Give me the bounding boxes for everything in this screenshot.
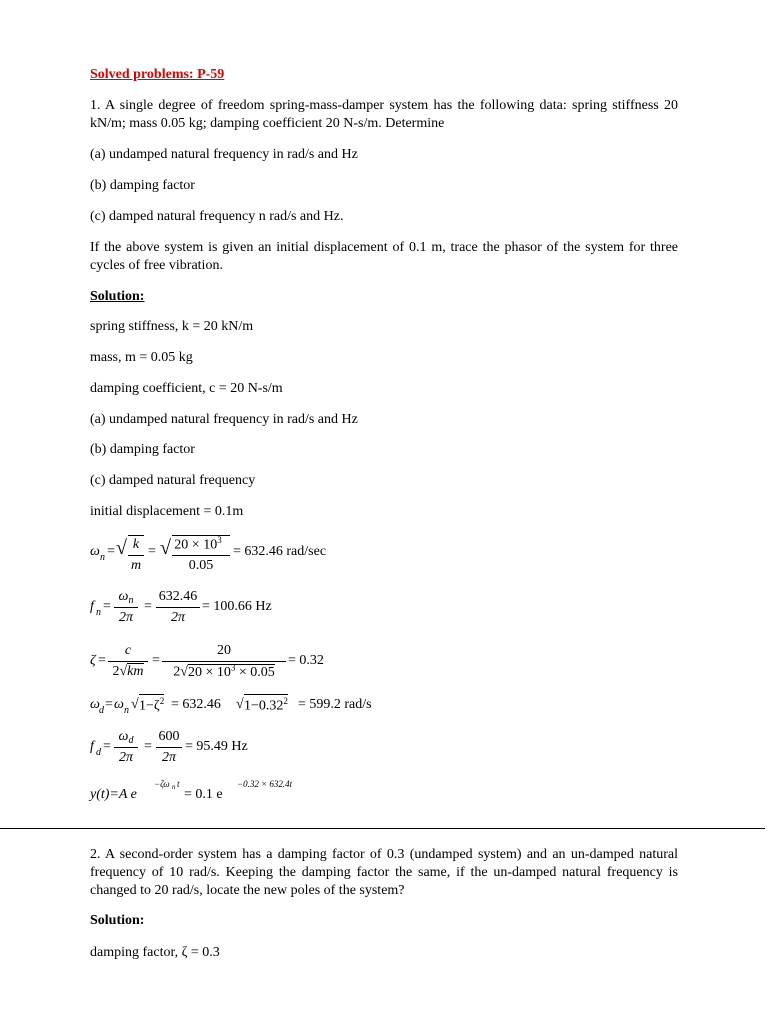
problem-1-statement: 1. A single degree of freedom spring-mass-damper system has the following data: spring stiffness 20 kN/m; mass 0.05 kg; damping coefficient 20 N-s/m. Determine [90, 98, 678, 131]
given-mass: mass, m = 0.05 kg [90, 350, 193, 365]
problem-2-statement: 2. A second-order system has a damping factor of 0.3 (undamped system) and an un-damped natural frequency of 10 rad/s. Keeping the damping factor the same, if the un-damped natural frequency is changed to 20 rad/s, locate the new poles of the system? [90, 847, 678, 898]
equation-natural-frequency-hz: f n = $\omega_n$ 2π = 632.46 2π = 100.66 Hz [90, 589, 272, 625]
given-initial-displacement: initial displacement = 0.1m [90, 504, 244, 519]
given-damping-coefficient: damping coefficient, c = 20 N-s/m [90, 381, 283, 396]
problem-1-part-b: (b) damping factor [90, 178, 195, 193]
equation-damped-frequency-rad: ω d = ω n √ $1-\zeta^2$ = 632.46 √ $1-0.32^2$ = 599.2 rad/s [90, 696, 372, 716]
equation-natural-frequency-rad: ω n = √ k m = √ $20 \times 10^3$ 0.05 = 632.46 rad/sec [90, 533, 350, 573]
solution-part-c: (c) damped natural frequency [90, 473, 256, 488]
problem-1-followup: If the above system is given an initial displacement of 0.1 m, trace the phasor of the system for three cycles of free vibration. [90, 240, 678, 273]
solution-part-a: (a) undamped natural frequency in rad/s and Hz [90, 412, 358, 427]
problem-1-part-a: (a) undamped natural frequency in rad/s and Hz [90, 147, 358, 162]
page-title: Solved problems: P-59 [90, 67, 225, 82]
equation-damped-frequency-hz: f d = $\omega_d$ 2π = 600 2π = 95.49 Hz [90, 729, 248, 765]
given-damping-factor: damping factor, ζ = 0.3 [90, 945, 220, 960]
solution-1-heading: Solution: [90, 289, 145, 304]
problem-1-part-c: (c) damped natural frequency n rad/s and Hz. [90, 209, 344, 224]
solution-part-b: (b) damping factor [90, 442, 195, 457]
given-stiffness: spring stiffness, k = 20 kN/m [90, 319, 254, 334]
equation-damping-factor: ζ = c 2√km = 20 $2√20 \times 10^3 \times 0.05$ = 0.32 [90, 643, 324, 680]
section-divider [0, 828, 765, 829]
equation-displacement-response: y(t)=A e −ζω n t = 0.1 e −0.32 × 632.4t [90, 779, 293, 802]
solution-2-heading: Solution: [90, 913, 145, 928]
